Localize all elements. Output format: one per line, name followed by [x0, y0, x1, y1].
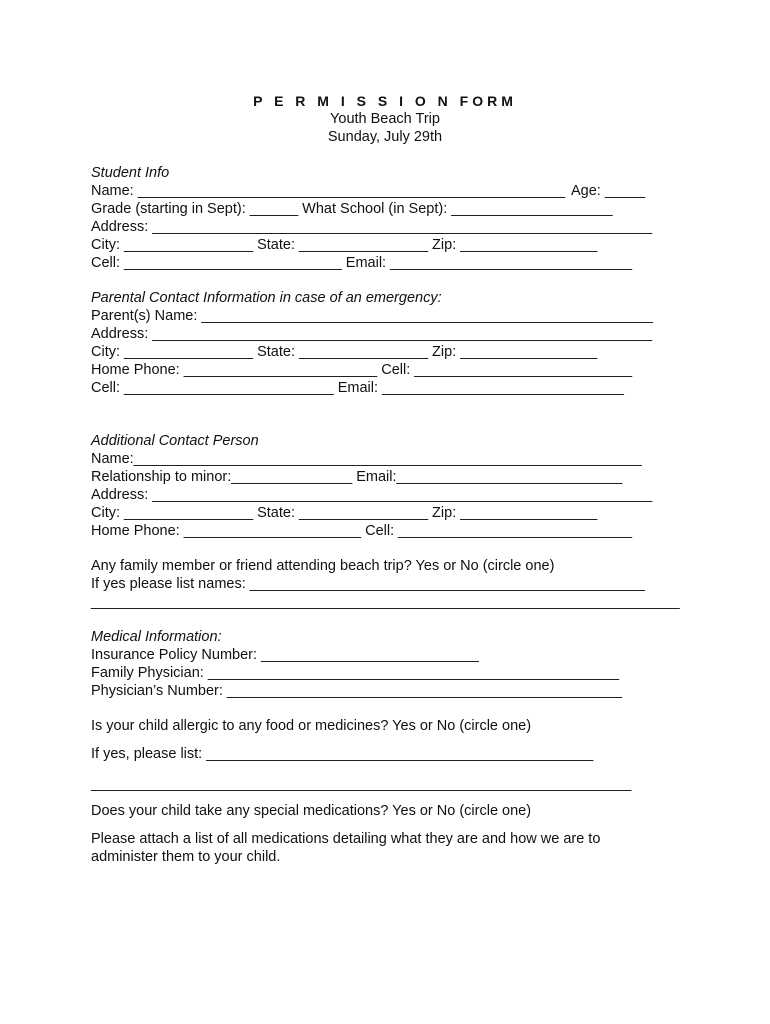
parent-cell-email-field[interactable]: Cell: __________________________ Email: ______________________________ [91, 380, 624, 396]
student-age-field[interactable]: Age: _____ [571, 183, 646, 199]
family-physician-field[interactable]: Family Physician: ___________________________________________________ [91, 665, 620, 681]
insurance-policy-field[interactable]: Insurance Policy Number: ___________________________ [91, 647, 479, 663]
attending-names-extra-line[interactable]: _________________________________________________________________________ [91, 594, 680, 610]
additional-home-phone-cell-field[interactable]: Home Phone: ______________________ Cell: _____________________________ [91, 523, 633, 539]
medical-info-heading: Medical Information: [91, 629, 222, 645]
medications-instructions-line-2: administer them to your child. [91, 849, 281, 865]
allergy-question: Is your child allergic to any food or medicines? Yes or No (circle one) [91, 718, 532, 734]
additional-address-field[interactable]: Address: ______________________________________________________________ [91, 487, 653, 503]
additional-name-field[interactable]: Name:_______________________________________________________________ [91, 451, 642, 467]
student-city-state-zip-field[interactable]: City: ________________ State: ________________ Zip: _________________ [91, 237, 598, 253]
student-address-field[interactable]: Address: ______________________________________________________________ [91, 219, 653, 235]
additional-relationship-email-field[interactable]: Relationship to minor:_______________ Email:____________________________ [91, 469, 623, 485]
form-subtitle: Youth Beach Trip [330, 111, 440, 127]
student-info-heading: Student Info [91, 165, 170, 181]
student-grade-school-field[interactable]: Grade (starting in Sept): ______ What School (in Sept): ____________________ [91, 201, 613, 217]
parent-home-phone-cell-field[interactable]: Home Phone: ________________________ Cell: ___________________________ [91, 362, 633, 378]
additional-contact-heading: Additional Contact Person [91, 433, 259, 449]
parent-address-field[interactable]: Address: ______________________________________________________________ [91, 326, 653, 342]
parental-contact-heading: Parental Contact Information in case of an emergency: [91, 290, 442, 306]
student-cell-email-field[interactable]: Cell: ___________________________ Email: ______________________________ [91, 255, 633, 271]
allergy-list-extra-line[interactable]: ___________________________________________________________________ [91, 776, 632, 792]
attending-names-field[interactable]: If yes please list names: _________________________________________________ [91, 576, 645, 592]
allergy-list-field[interactable]: If yes, please list: ________________________________________________ [91, 746, 594, 762]
medications-question: Does your child take any special medications? Yes or No (circle one) [91, 803, 532, 819]
parent-city-state-zip-field[interactable]: City: ________________ State: ________________ Zip: _________________ [91, 344, 598, 360]
parent-name-field[interactable]: Parent(s) Name: ________________________________________________________ [91, 308, 653, 324]
additional-city-state-zip-field[interactable]: City: ________________ State: ________________ Zip: _________________ [91, 505, 598, 521]
form-date: Sunday, July 29th [327, 129, 443, 145]
student-name-field[interactable]: Name: _____________________________________________________ [91, 183, 566, 199]
attending-question: Any family member or friend attending beach trip? Yes or No (circle one) [91, 558, 555, 574]
physician-number-field[interactable]: Physician’s Number: _________________________________________________ [91, 683, 623, 699]
form-title: P E R M I S S I O N FORM [253, 93, 517, 109]
medications-instructions-line-1: Please attach a list of all medications detailing what they are and how we are to [91, 831, 601, 847]
